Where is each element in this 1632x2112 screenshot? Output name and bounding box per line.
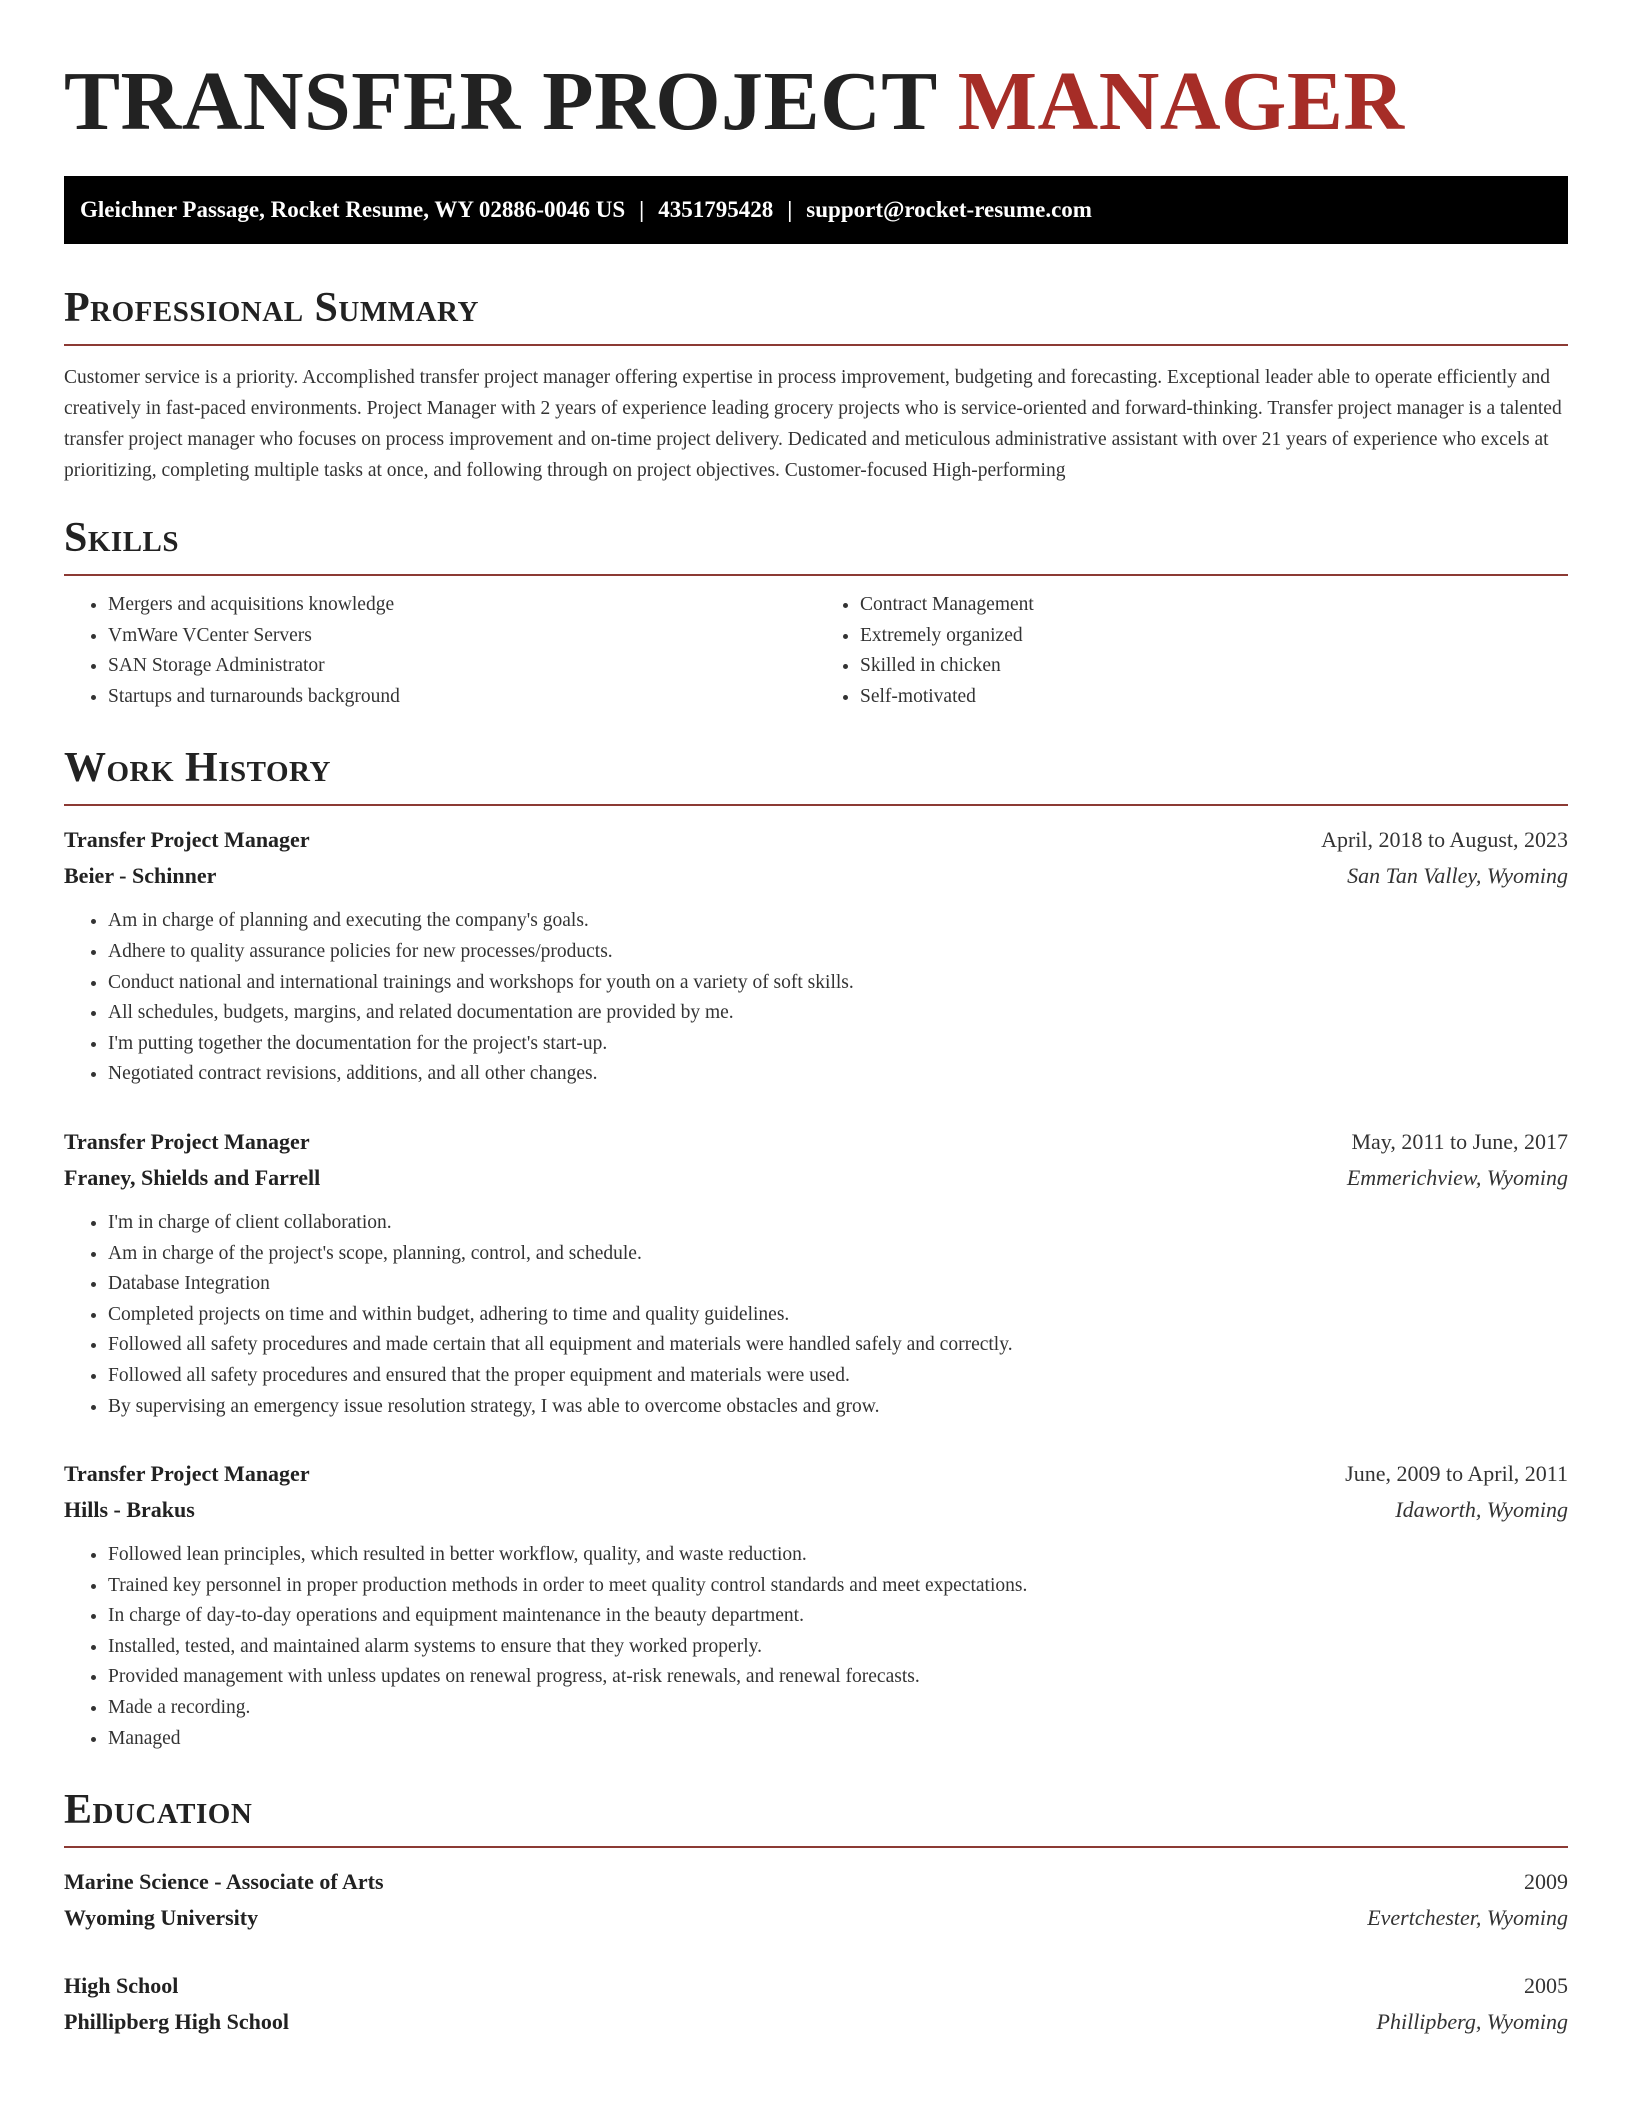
job-role: Transfer Project Manager [64, 827, 310, 853]
job-entry [64, 822, 1568, 1090]
duty-item: • Installed, tested, and maintained alarm systems to ensure that they worked properly. [108, 1632, 1568, 1663]
edu-location: Phillipberg, Wyoming [1376, 2009, 1568, 2035]
duty-item: • Managed [108, 1724, 1568, 1755]
job-duties [64, 906, 1568, 1090]
duty-item: • Am in charge of planning and executing the company's goals. [108, 906, 1568, 937]
skills-list-right [816, 590, 1568, 712]
job-location: San Tan Valley, Wyoming [1347, 863, 1568, 889]
skill-item: • Contract Management [860, 590, 1568, 621]
skill-item: • Startups and turnarounds background [108, 682, 816, 713]
edu-degree: Marine Science - Associate of Arts [64, 1869, 384, 1895]
skill-item: • Mergers and acquisitions knowledge [108, 590, 816, 621]
job-role: Transfer Project Manager [64, 1128, 310, 1154]
education-section [64, 1784, 1568, 2040]
skill-item: • Skilled in chicken [860, 651, 1568, 682]
section-divider [64, 574, 1568, 576]
skill-item: • Self-motivated [860, 682, 1568, 713]
job-dates: April, 2018 to August, 2023 [1321, 827, 1568, 853]
skills-section [64, 512, 1568, 712]
duty-item: • Database Integration [108, 1269, 1568, 1300]
section-title-skills: Skills [64, 515, 180, 561]
contact-address: Gleichner Passage, Rocket Resume, WY 02886-0046 US [80, 197, 626, 222]
contact-bar [64, 176, 1568, 244]
duty-item: • All schedules, budgets, margins, and related documentation are provided by me. [108, 998, 1568, 1029]
edu-year: 2005 [1524, 1973, 1568, 1999]
skill-item: • VmWare VCenter Servers [108, 621, 816, 652]
skills-list-left [64, 590, 816, 712]
summary-text: Customer service is a priority. Accomplished transfer project manager offering expertise in process improvement, budgeting and forecasting. Exceptional leader able to operate efficiently and creatively in fast-paced environments. Project Manager with 2 years of experience leading grocery projects who is service-oriented and forward-thinking. Transfer project manager is a talented transfer project manager who focuses on process improvement and on-time project delivery. Dedicated and meticulous administrative assistant with over 21 years of experience who excels at prioritizing, completing multiple tasks at once, and following through on project objectives. Customer-focused High-performing [64, 367, 1562, 481]
duty-item: • Provided management with unless updates on renewal progress, at-risk renewals, and renewal forecasts. [108, 1662, 1568, 1693]
edu-year: 2009 [1524, 1869, 1568, 1895]
contact-separator: | [787, 197, 793, 222]
job-duties [64, 1208, 1568, 1422]
duty-item: • Completed projects on time and within budget, adhering to time and quality guidelines. [108, 1300, 1568, 1331]
job-company: Beier - Schinner [64, 863, 217, 889]
skill-item: • SAN Storage Administrator [108, 651, 816, 682]
duty-item: • In charge of day-to-day operations and equipment maintenance in the beauty department. [108, 1601, 1568, 1632]
job-role: Transfer Project Manager [64, 1461, 310, 1487]
section-title-work-history: Work History [64, 745, 331, 792]
job-dates: May, 2011 to June, 2017 [1351, 1128, 1568, 1154]
skills-columns [64, 590, 1568, 712]
candidate-name [64, 52, 1568, 152]
duty-item: • Followed all safety procedures and made certain that all equipment and materials were handled safely and correctly. [108, 1330, 1568, 1361]
duty-item: • Made a recording. [108, 1693, 1568, 1724]
job-entry [64, 1456, 1568, 1754]
job-location: Emmerichview, Wyoming [1346, 1164, 1568, 1190]
job-entry [64, 1124, 1568, 1422]
job-duties [64, 1540, 1568, 1754]
duty-item: • Followed lean principles, which resulted in better workflow, quality, and waste reduction. [108, 1540, 1568, 1571]
edu-degree: High School [64, 1973, 179, 1999]
duty-item: • Trained key personnel in proper production methods in order to meet quality control standards and meet expectations. [108, 1571, 1568, 1602]
duty-item: • By supervising an emergency issue resolution strategy, I was able to overcome obstacles and grow. [108, 1392, 1568, 1423]
name-first: TRANSFER PROJECT [64, 55, 937, 148]
duty-item: • I'm putting together the documentation for the project's start-up. [108, 1029, 1568, 1060]
job-company: Franey, Shields and Farrell [64, 1164, 321, 1190]
edu-location: Evertchester, Wyoming [1367, 1905, 1568, 1931]
contact-phone: 4351795428 [658, 197, 774, 222]
section-title-summary: Professional Summary [64, 285, 479, 331]
duty-item: • Adhere to quality assurance policies for new processes/products. [108, 937, 1568, 968]
section-divider [64, 804, 1568, 806]
education-entry [64, 1864, 1568, 1936]
duty-item: • I'm in charge of client collaboration. [108, 1208, 1568, 1239]
name-last: MANAGER [957, 55, 1405, 148]
contact-email[interactable]: support@rocket-resume.com [806, 197, 1092, 222]
education-entry [64, 1968, 1568, 2040]
duty-item: • Followed all safety procedures and ensured that the proper equipment and materials were used. [108, 1361, 1568, 1392]
duty-item: • Conduct national and international trainings and workshops for youth on a variety of soft skills. [108, 968, 1568, 999]
job-dates: June, 2009 to April, 2011 [1345, 1461, 1568, 1487]
section-divider [64, 344, 1568, 346]
skill-item: • Extremely organized [860, 621, 1568, 652]
section-divider [64, 1846, 1568, 1848]
job-company: Hills - Brakus [64, 1497, 195, 1523]
duty-item: • Am in charge of the project's scope, planning, control, and schedule. [108, 1239, 1568, 1270]
edu-school: Wyoming University [64, 1905, 259, 1931]
job-location: Idaworth, Wyoming [1395, 1497, 1568, 1523]
work-history-section [64, 742, 1568, 1754]
edu-school: Phillipberg High School [64, 2009, 289, 2035]
section-title-education: Education [64, 1787, 253, 1834]
summary-section [64, 282, 1568, 486]
contact-separator: | [639, 197, 645, 222]
duty-item: • Negotiated contract revisions, additions, and all other changes. [108, 1059, 1568, 1090]
